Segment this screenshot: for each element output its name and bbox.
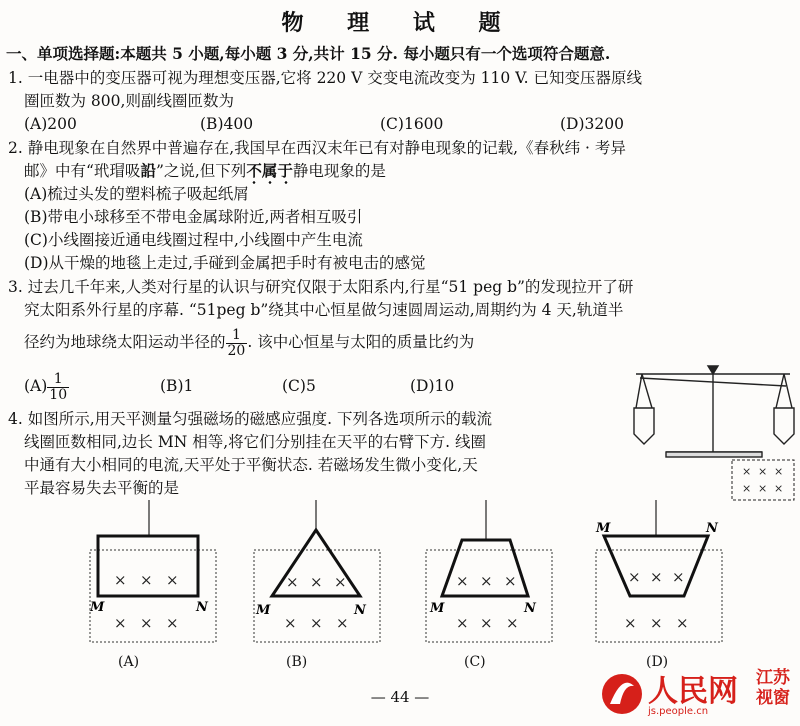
field-symbol: × bbox=[774, 465, 784, 478]
label-n: N bbox=[706, 521, 718, 536]
field-symbol: × bbox=[114, 571, 127, 589]
label-m: M bbox=[430, 601, 445, 616]
q2-line2 bbox=[24, 160, 386, 182]
q2-line2-mid: ”之说,但下列 bbox=[155, 162, 247, 180]
label-m: M bbox=[90, 600, 105, 615]
q2-option-a: (A)梳过头发的塑料梳子吸起纸屑 bbox=[24, 185, 249, 203]
field-symbol: × bbox=[310, 614, 323, 632]
q1-option-c: (C)1600 bbox=[380, 115, 444, 133]
coil-figure-c bbox=[420, 500, 560, 650]
q3-fraction-num: 1 bbox=[226, 328, 248, 344]
field-symbol: × bbox=[166, 614, 179, 632]
q3-option-b: (B)1 bbox=[160, 377, 194, 395]
page-title: 物 理 试 题 bbox=[281, 10, 519, 36]
coil-figure-d bbox=[590, 500, 730, 650]
label-n: N bbox=[524, 601, 536, 616]
q1-option-b: (B)400 bbox=[200, 115, 254, 133]
label-n: N bbox=[354, 603, 366, 618]
label-m: M bbox=[596, 521, 611, 536]
q2-line2-pre: 邮》中有“玳瑁吸 bbox=[24, 162, 141, 180]
field-symbol: × bbox=[286, 573, 299, 591]
q3-line2: 究太阳系外行星的序幕. “51peg b”绕其中心恒星做匀速圆周运动,周期约为 4 天,轨道半 bbox=[24, 301, 624, 319]
field-symbol: × bbox=[742, 465, 752, 478]
q1-option-a: (A)200 bbox=[24, 115, 77, 133]
label-n: N bbox=[196, 600, 208, 615]
q4-line3: 中通有大小相同的电流,天平处于平衡状态. 若磁场发生微小变化,天 bbox=[24, 456, 478, 474]
balance-figure bbox=[630, 360, 798, 504]
field-symbol: × bbox=[480, 572, 493, 590]
logo-region-line2: 视窗 bbox=[756, 688, 790, 708]
field-symbol: × bbox=[628, 568, 641, 586]
field-symbol: × bbox=[650, 614, 663, 632]
logo-region bbox=[746, 668, 800, 708]
field-symbol: × bbox=[456, 614, 469, 632]
field-symbol: × bbox=[504, 572, 517, 590]
q1-line1: 1. 一电器中的变压器可视为理想变压器,它将 220 V 交变电流改变为 110 V. 已知变压器原线 bbox=[8, 69, 642, 87]
field-symbol: × bbox=[742, 482, 752, 495]
section-heading: 一、单项选择题:本题共 5 小题,每小题 3 分,共计 15 分. 每小题只有一个选项符合题意. bbox=[6, 44, 611, 63]
q3-line3-pre: 径约为地球绕太阳运动半径的 bbox=[24, 333, 226, 351]
q2-line1: 2. 静电现象在自然界中普遍存在,我国早在西汉末年已有对静电现象的记载,《春秋纬 · 考异 bbox=[8, 139, 626, 157]
q4-line2: 线圈匝数相同,边长 MN 相等,将它们分别挂在天平的右臂下方. 线圈 bbox=[24, 433, 486, 451]
field-symbol: × bbox=[336, 614, 349, 632]
field-symbol: × bbox=[114, 614, 127, 632]
q2-emphasis: 不属于 bbox=[246, 161, 293, 180]
q3-line3-post: . 该中心恒星与太阳的质量比约为 bbox=[247, 333, 475, 351]
q4-line4: 平最容易失去平衡的是 bbox=[24, 479, 180, 497]
field-symbol: × bbox=[624, 614, 637, 632]
fig-label-b: (B) bbox=[286, 654, 308, 670]
fig-label-d: (D) bbox=[646, 654, 669, 670]
balance-field-symbols bbox=[742, 465, 783, 495]
q3-fraction-den: 20 bbox=[227, 342, 246, 359]
field-symbol: × bbox=[334, 573, 347, 591]
field-symbol: × bbox=[140, 614, 153, 632]
q1-option-d: (D)3200 bbox=[560, 115, 624, 133]
q3-option-d: (D)10 bbox=[410, 377, 455, 395]
fig-label-c: (C) bbox=[464, 654, 486, 670]
label-m: M bbox=[256, 603, 271, 618]
field-symbol: × bbox=[672, 568, 685, 586]
field-symbol: × bbox=[774, 482, 784, 495]
field-symbol: × bbox=[456, 572, 469, 590]
q3-line3 bbox=[24, 322, 474, 362]
q3-option-a-fraction bbox=[47, 372, 69, 403]
coil-figure-b bbox=[250, 500, 390, 650]
q3-fraction bbox=[226, 328, 248, 359]
field-symbol: × bbox=[310, 573, 323, 591]
field-symbol: × bbox=[758, 482, 768, 495]
q3-line1: 3. 过去几千年来,人类对行星的认识与研究仅限于太阳系内,行星“51 peg b”的发现拉开了研 bbox=[8, 278, 634, 296]
field-symbol: × bbox=[650, 568, 663, 586]
q2-option-c: (C)小线圈接近通电线圈过程中,小线圈中产生电流 bbox=[24, 231, 363, 249]
q3-option-c: (C)5 bbox=[282, 377, 316, 395]
q2-rare-char: 䛇 bbox=[140, 161, 156, 180]
q3-option-a-prefix: (A) bbox=[24, 377, 48, 395]
field-symbol: × bbox=[284, 614, 297, 632]
q2-option-b: (B)带电小球移至不带电金属球附近,两者相互吸引 bbox=[24, 208, 363, 226]
field-symbol: × bbox=[676, 614, 689, 632]
q1-line2: 圈匝数为 800,则副线圈匝数为 bbox=[24, 92, 234, 110]
q2-option-d: (D)从干燥的地毯上走过,手碰到金属把手时有被电击的感觉 bbox=[24, 254, 426, 272]
field-symbol: × bbox=[758, 465, 768, 478]
field-symbol: × bbox=[166, 571, 179, 589]
coil-figure-a bbox=[84, 500, 224, 650]
field-symbol: × bbox=[480, 614, 493, 632]
q3-option-a-num: 1 bbox=[47, 372, 69, 388]
fig-label-a: (A) bbox=[118, 654, 140, 670]
q3-option-a bbox=[24, 366, 69, 406]
q4-line1: 4. 如图所示,用天平测量匀强磁场的磁感应强度. 下列各选项所示的载流 bbox=[8, 410, 492, 428]
field-symbol: × bbox=[506, 614, 519, 632]
q3-option-a-den: 10 bbox=[49, 386, 68, 403]
q2-line2-post: 静电现象的是 bbox=[292, 162, 386, 180]
logo-region-line1: 江苏 bbox=[756, 668, 790, 688]
page-number: — 44 — bbox=[370, 688, 430, 706]
logo-name: 人民网 bbox=[648, 674, 738, 709]
logo-url: js.people.cn bbox=[648, 706, 709, 717]
field-symbol: × bbox=[140, 571, 153, 589]
